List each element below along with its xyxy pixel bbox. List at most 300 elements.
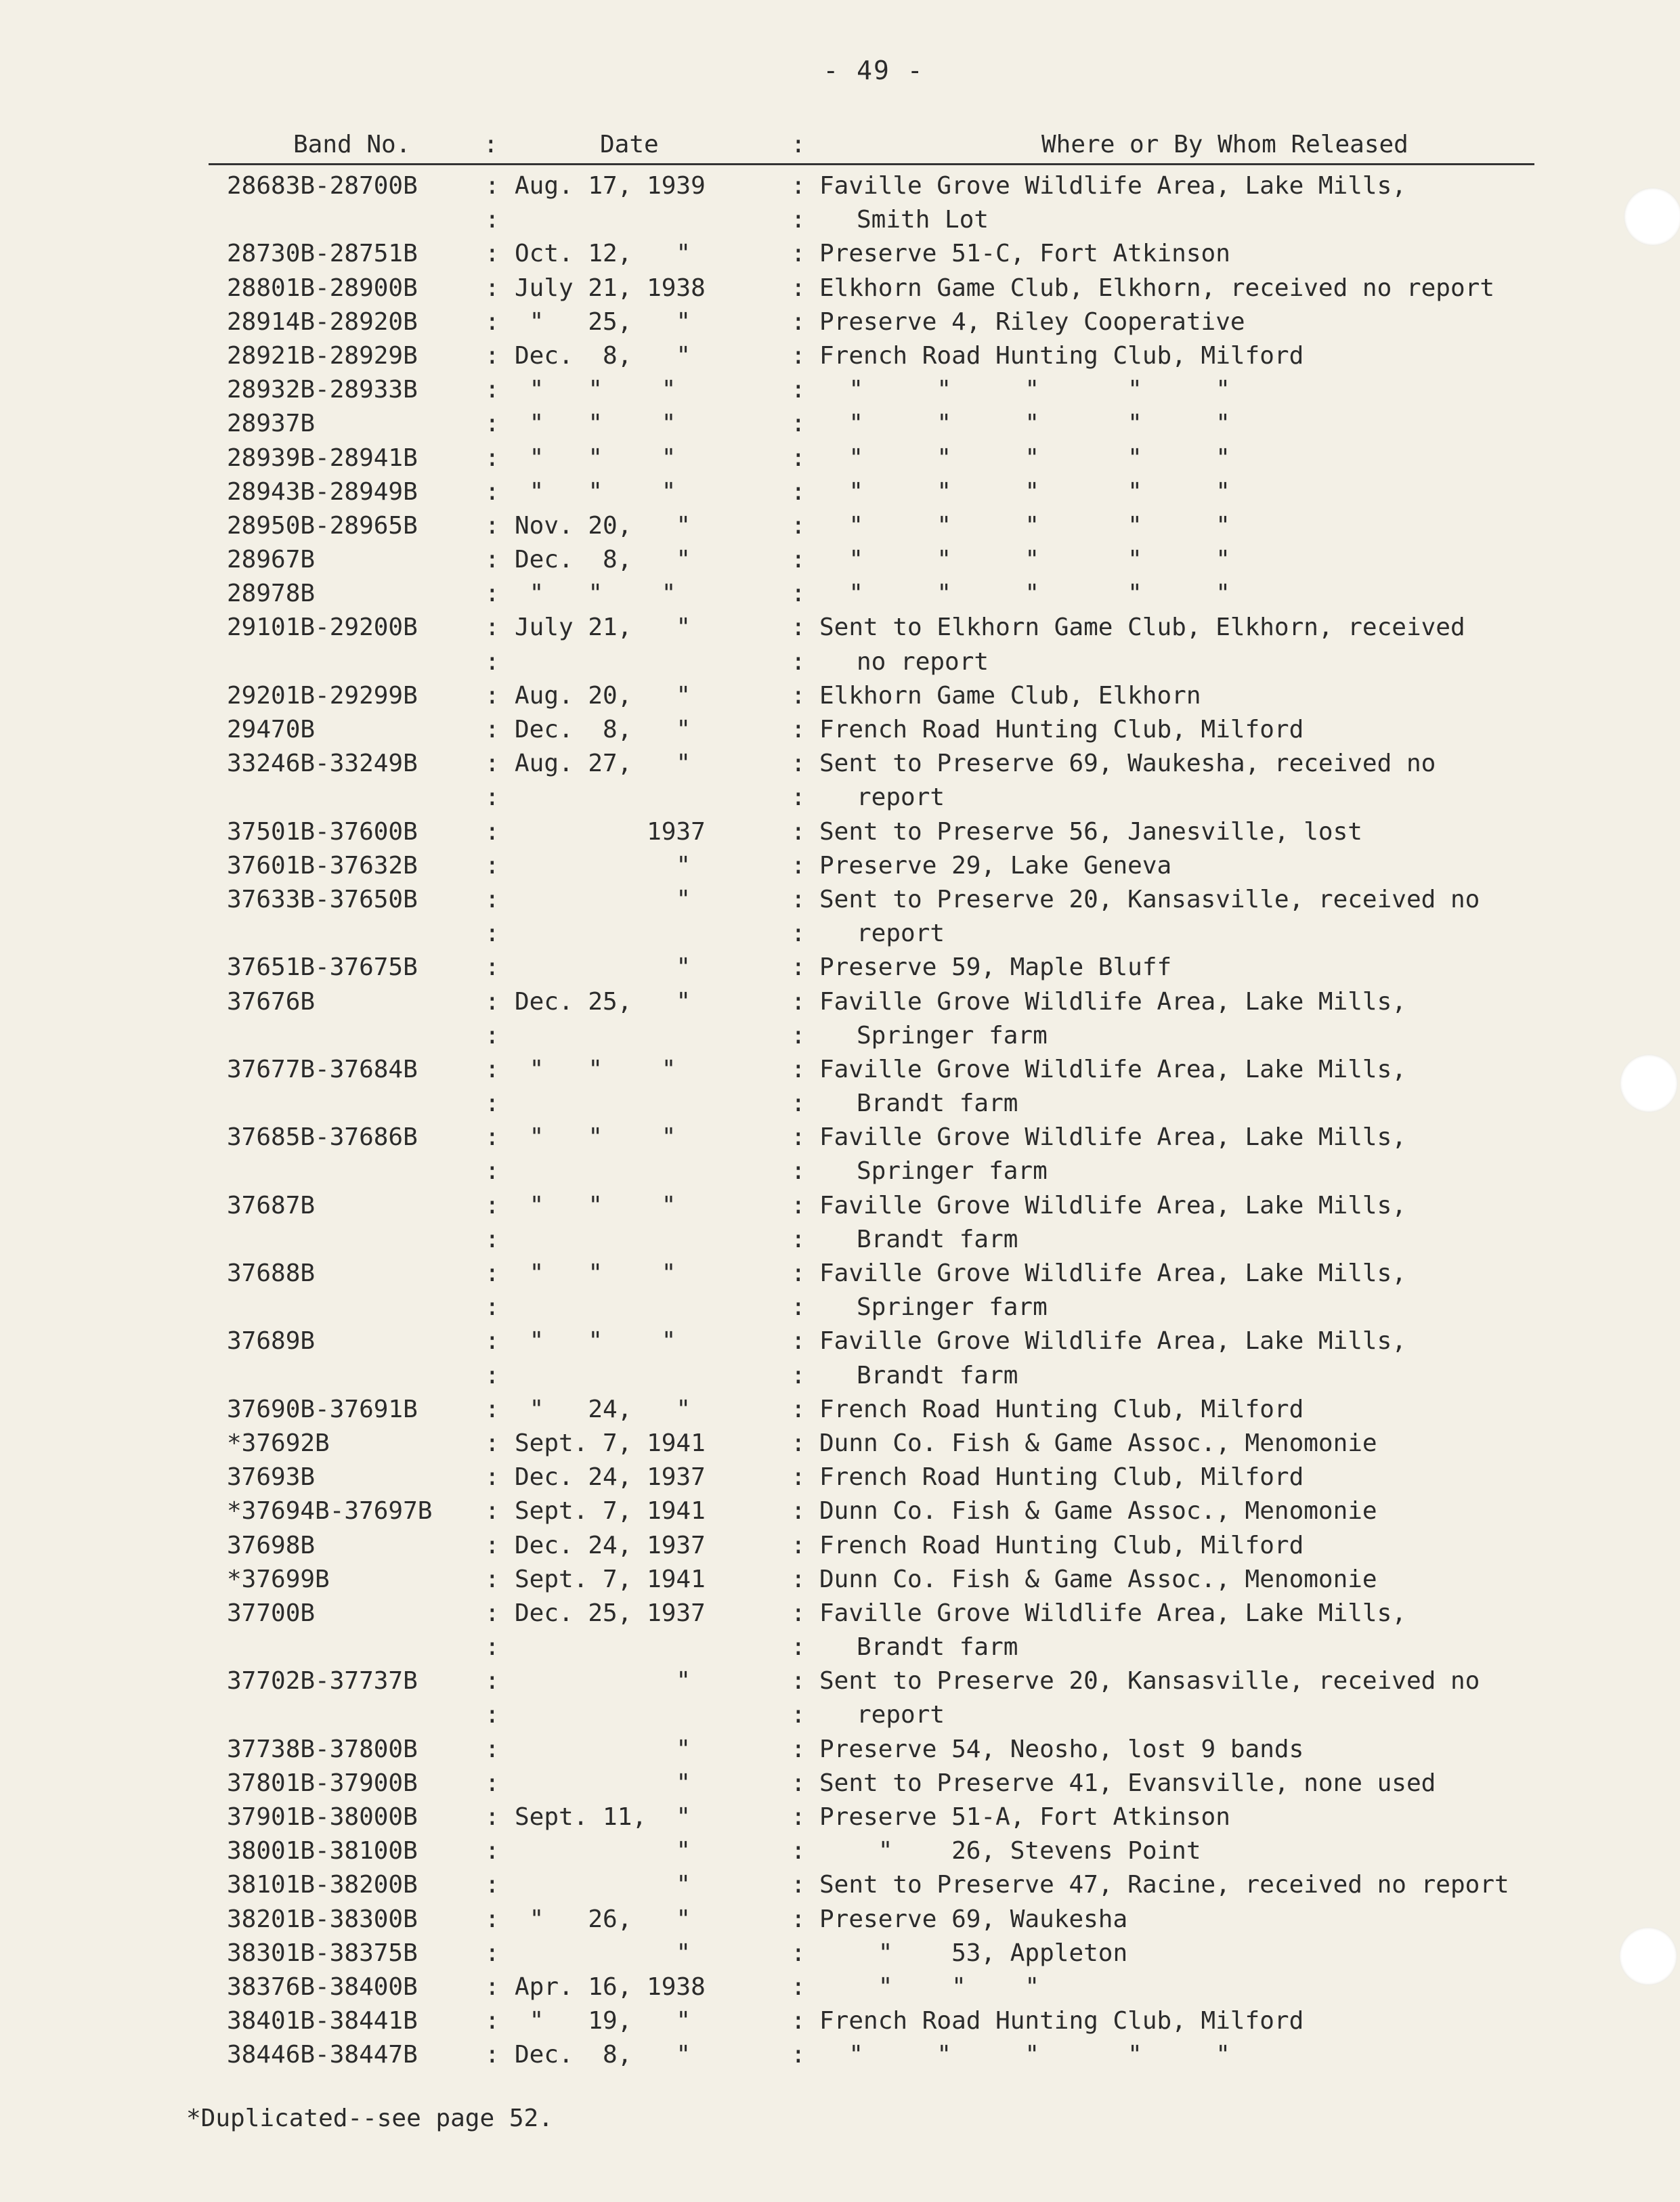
release-date: Dec. 24, 1937 [515,1463,706,1492]
release-date: " " " [515,1055,676,1083]
column-separator: : [791,1191,806,1219]
release-location: Sent to Preserve 20, Kansasville, received no [819,885,1480,913]
column-separator: : [791,1905,806,1933]
release-location: Sent to Preserve 56, Janesville, lost [819,817,1362,846]
column-separator: : [791,1429,806,1457]
column-separator: : [485,1089,500,1118]
release-date: Dec. 24, 1937 [515,1531,706,1559]
column-separator: : [485,274,500,302]
release-location: Faville Grove Wildlife Area, Lake Mills, [819,987,1406,1016]
release-date: " [515,1837,691,1865]
table-row [0,1698,1680,1732]
release-date: Dec. 8, " [515,2041,691,2069]
release-location: French Road Hunting Club, Milford [819,1463,1304,1492]
column-separator: : [485,2007,500,2035]
column-separator: : [791,1327,806,1356]
table-row [0,169,1680,203]
table-row [0,1494,1680,1528]
column-separator: : [485,1259,500,1287]
column-separator: : [791,1055,806,1083]
release-date: " [515,953,691,982]
column-separator: : [485,851,500,880]
release-location: Faville Grove Wildlife Area, Lake Mills, [819,1123,1406,1152]
band-number: 28937B [227,410,316,438]
release-location: Preserve 51-A, Fort Atkinson [819,1803,1230,1831]
table-row [0,1189,1680,1223]
table-row [0,781,1680,815]
column-separator: : [485,1395,500,1423]
column-separator: : [485,1429,500,1457]
column-separator: : [485,444,500,472]
column-separator: : [791,1803,806,1831]
release-location: Preserve 51-C, Fort Atkinson [819,240,1230,268]
column-separator: : [485,1633,500,1662]
column-separator: : [485,1157,500,1186]
header-band-no: Band No. [293,131,411,158]
column-separator: : [485,546,500,574]
column-separator: : [791,1395,806,1423]
table-row [0,815,1680,849]
table-row [0,917,1680,951]
column-separator: : [791,444,806,472]
band-number: 38401B-38441B [227,2007,418,2035]
table-header [209,125,1534,165]
release-date: " " " [515,580,676,608]
column-separator: : [791,1939,806,1967]
punch-hole [1619,1927,1677,1985]
band-number: 37601B-37632B [227,851,418,880]
band-number: 29470B [227,716,316,743]
column-separator: : [485,1803,500,1831]
band-number: 37801B-37900B [227,1769,418,1797]
table-row [0,1733,1680,1767]
table-row [0,373,1680,407]
release-location: " " " " " [819,477,1230,506]
release-location: French Road Hunting Club, Milford [819,1395,1304,1423]
release-date: " [515,885,691,913]
table-row [0,747,1680,781]
column-separator: : [485,1497,500,1526]
table-row [0,272,1680,305]
band-release-table [0,169,1680,2073]
column-separator: : [485,783,500,812]
band-number: 28921B-28929B [227,341,418,370]
band-number: 37700B [227,1599,316,1627]
band-number: *37699B [227,1565,330,1593]
column-separator: : [791,477,806,506]
punch-hole [1620,1054,1678,1113]
release-location: " " " [819,1972,1040,2001]
table-row [0,1800,1680,1834]
column-separator: : [791,1769,806,1797]
band-number: 37690B-37691B [227,1395,418,1423]
column-separator: : [791,274,806,302]
band-number: 38001B-38100B [227,1837,418,1865]
column-separator: : [791,1259,806,1287]
release-location: Sent to Elkhorn Game Club, Elkhorn, received [819,613,1465,642]
release-location: Brandt farm [857,1633,1018,1662]
table-row [0,2038,1680,2072]
band-number: 28730B-28751B [227,240,418,268]
release-date: " " " [515,477,676,506]
column-separator: : [791,716,806,743]
table-row [0,1597,1680,1631]
release-date: Aug. 20, " [515,681,691,710]
band-number: 37677B-37684B [227,1055,418,1083]
release-date: " " " [515,410,676,438]
release-location: report [857,1701,945,1729]
release-date: " [515,1871,691,1899]
band-number: 38301B-38375B [227,1939,418,1967]
release-date: " [515,1667,691,1696]
band-number: 38376B-38400B [227,1972,418,2001]
column-separator: : [791,1225,806,1253]
column-separator: : [485,647,500,676]
release-date: Nov. 20, " [515,511,691,540]
release-date: 1937 [515,817,706,846]
release-date: " " " [515,444,676,472]
band-number: *37692B [227,1429,330,1457]
release-location: " " " " " [819,444,1230,472]
table-row [0,1087,1680,1121]
column-separator: : [485,1225,500,1253]
table-row [0,1937,1680,1970]
release-date: Oct. 12, " [515,240,691,268]
table-row [0,339,1680,373]
column-separator: : [791,647,806,676]
column-separator: : [791,1565,806,1593]
release-location: Preserve 4, Riley Cooperative [819,307,1245,336]
release-date: " " " [515,1191,676,1219]
release-date: July 21, 1938 [515,274,706,302]
table-row [0,1324,1680,1358]
release-date: Dec. 25, " [515,987,691,1016]
band-number: 28943B-28949B [227,477,418,506]
table-row [0,407,1680,441]
release-date: " 24, " [515,1395,691,1423]
release-location: Brandt farm [857,1361,1018,1389]
band-number: 37687B [227,1191,316,1219]
release-location: report [857,783,945,812]
release-location: French Road Hunting Club, Milford [819,1531,1304,1559]
release-location: French Road Hunting Club, Milford [819,341,1304,370]
table-row [0,849,1680,883]
table-row [0,1868,1680,1902]
column-separator: : [485,716,500,743]
table-row [0,1053,1680,1087]
table-row [0,2004,1680,2038]
header-separator: : [483,131,498,158]
footnote: *Duplicated--see page 52. [186,2104,553,2132]
band-number: 37738B-37800B [227,1735,418,1763]
column-separator: : [485,206,500,234]
release-date: Sept. 11, " [515,1803,691,1831]
release-location: Preserve 29, Lake Geneva [819,851,1172,880]
column-separator: : [485,1599,500,1627]
column-separator: : [485,1021,500,1050]
table-row [0,951,1680,985]
release-location: no report [857,647,989,676]
column-separator: : [791,1123,806,1152]
column-separator: : [791,2007,806,2035]
release-location: French Road Hunting Club, Milford [819,2007,1304,2035]
table-row [0,1291,1680,1324]
column-separator: : [485,1055,500,1083]
release-location: Springer farm [857,1157,1048,1186]
band-number: 28978B [227,580,316,608]
column-separator: : [485,1905,500,1933]
band-number: 37633B-37650B [227,885,418,913]
release-date: " " " [515,1327,676,1356]
table-row [0,1767,1680,1800]
release-location: " " " " " [819,511,1230,540]
table-row [0,1563,1680,1597]
table-row [0,203,1680,237]
release-date: " 19, " [515,2007,691,2035]
column-separator: : [791,885,806,913]
release-location: Brandt farm [857,1225,1018,1253]
table-row [0,577,1680,611]
header-date: Date [600,131,659,158]
column-separator: : [485,172,500,200]
table-row [0,713,1680,747]
column-separator: : [791,2041,806,2069]
band-number: 28932B-28933B [227,376,418,404]
table-row [0,1019,1680,1053]
band-number: 37689B [227,1327,316,1356]
release-location: Faville Grove Wildlife Area, Lake Mills, [819,1055,1406,1083]
release-location: Faville Grove Wildlife Area, Lake Mills, [819,1599,1406,1627]
band-number: 37698B [227,1531,316,1559]
release-location: French Road Hunting Club, Milford [819,716,1304,743]
column-separator: : [485,1735,500,1763]
table-row [0,1223,1680,1257]
release-date: " 25, " [515,307,691,336]
table-row [0,441,1680,475]
release-date: " [515,1769,691,1797]
column-separator: : [485,953,500,982]
column-separator: : [485,920,500,948]
header-where-released: Where or By Whom Released [1041,131,1408,158]
release-date: " " " [515,376,676,404]
column-separator: : [791,851,806,880]
column-separator: : [791,1701,806,1729]
band-number: 33246B-33249B [227,750,418,778]
release-location: Dunn Co. Fish & Game Assoc., Menomonie [819,1565,1377,1593]
table-row [0,985,1680,1019]
column-separator: : [791,376,806,404]
band-number: *37694B-37697B [227,1497,433,1526]
column-separator: : [485,1939,500,1967]
column-separator: : [485,477,500,506]
column-separator: : [791,1361,806,1389]
release-date: Sept. 7, 1941 [515,1565,706,1593]
release-date: Aug. 17, 1939 [515,172,706,200]
column-separator: : [791,1667,806,1696]
band-number: 37676B [227,987,316,1016]
release-date: Dec. 8, " [515,546,691,574]
column-separator: : [791,1157,806,1186]
table-row [0,1529,1680,1563]
column-separator: : [485,1293,500,1322]
release-location: Dunn Co. Fish & Game Assoc., Menomonie [819,1497,1377,1526]
table-row [0,543,1680,577]
band-number: 29201B-29299B [227,681,418,710]
release-location: Sent to Preserve 20, Kansasville, received no [819,1667,1480,1696]
column-separator: : [485,1871,500,1899]
column-separator: : [791,987,806,1016]
column-separator: : [791,546,806,574]
column-separator: : [791,953,806,982]
column-separator: : [791,817,806,846]
table-row [0,883,1680,917]
header-separator: : [791,131,806,158]
column-separator: : [791,1633,806,1662]
band-number: 29101B-29200B [227,613,418,642]
band-number: 37688B [227,1259,316,1287]
column-separator: : [485,240,500,268]
column-separator: : [791,172,806,200]
table-row [0,1903,1680,1937]
release-location: Elkhorn Game Club, Elkhorn, received no report [819,274,1494,302]
column-separator: : [485,410,500,438]
column-separator: : [791,1089,806,1118]
page-number: - 49 - [823,56,924,85]
column-separator: : [791,1837,806,1865]
release-date: Dec. 25, 1937 [515,1599,706,1627]
release-date: " " " [515,1259,676,1287]
release-date: " [515,1939,691,1967]
table-row [0,1834,1680,1868]
release-date: Dec. 8, " [515,716,691,743]
table-row [0,645,1680,679]
column-separator: : [791,681,806,710]
column-separator: : [485,1361,500,1389]
band-number: 28939B-28941B [227,444,418,472]
punch-hole [1624,188,1680,246]
table-row [0,1970,1680,2004]
column-separator: : [791,1972,806,2001]
column-separator: : [791,613,806,642]
release-location: Smith Lot [857,206,989,234]
column-separator: : [791,1599,806,1627]
band-number: 38101B-38200B [227,1871,418,1899]
column-separator: : [791,1871,806,1899]
release-location: " " " " " [819,2041,1230,2069]
column-separator: : [485,341,500,370]
column-separator: : [791,750,806,778]
table-row [0,509,1680,543]
release-location: Elkhorn Game Club, Elkhorn [819,681,1201,710]
column-separator: : [485,2041,500,2069]
release-location: Faville Grove Wildlife Area, Lake Mills, [819,172,1406,200]
release-location: " 26, Stevens Point [819,1837,1201,1865]
table-row [0,1393,1680,1427]
column-separator: : [485,1191,500,1219]
band-number: 37501B-37600B [227,817,418,846]
release-date: Apr. 16, 1938 [515,1972,706,2001]
table-row [0,1427,1680,1461]
table-row [0,305,1680,339]
column-separator: : [791,580,806,608]
column-separator: : [485,511,500,540]
column-separator: : [791,307,806,336]
column-separator: : [791,1735,806,1763]
release-location: Springer farm [857,1293,1048,1322]
column-separator: : [791,240,806,268]
band-number: 28914B-28920B [227,307,418,336]
release-location: " " " " " [819,546,1230,574]
column-separator: : [791,783,806,812]
table-row [0,1461,1680,1494]
band-number: 38201B-38300B [227,1905,418,1933]
column-separator: : [791,511,806,540]
table-row [0,1664,1680,1698]
release-date: Aug. 27, " [515,750,691,778]
column-separator: : [485,1327,500,1356]
release-date: " [515,851,691,880]
column-separator: : [791,341,806,370]
column-separator: : [791,1497,806,1526]
band-number: 28801B-28900B [227,274,418,302]
release-location: report [857,920,945,948]
column-separator: : [485,987,500,1016]
release-location: Preserve 69, Waukesha [819,1905,1128,1933]
release-date: " [515,1735,691,1763]
release-location: Sent to Preserve 47, Racine, received no report [819,1871,1509,1899]
column-separator: : [485,1565,500,1593]
release-location: " " " " " [819,580,1230,608]
column-separator: : [791,920,806,948]
release-location: Faville Grove Wildlife Area, Lake Mills, [819,1191,1406,1219]
column-separator: : [791,206,806,234]
release-location: Sent to Preserve 41, Evansville, none used [819,1769,1436,1797]
release-date: " " " [515,1123,676,1152]
release-location: Faville Grove Wildlife Area, Lake Mills, [819,1259,1406,1287]
column-separator: : [791,1463,806,1492]
table-row [0,1257,1680,1291]
table-row [0,1154,1680,1188]
band-number: 28950B-28965B [227,511,418,540]
band-number: 37901B-38000B [227,1803,418,1831]
release-location: " " " " " [819,376,1230,404]
column-separator: : [791,1021,806,1050]
column-separator: : [485,1531,500,1559]
band-number: 37702B-37737B [227,1667,418,1696]
release-location: " " " " " [819,410,1230,438]
release-date: " 26, " [515,1905,691,1933]
band-number: 37685B-37686B [227,1123,418,1152]
band-number: 37651B-37675B [227,953,418,982]
column-separator: : [485,817,500,846]
table-row [0,237,1680,271]
table-row [0,679,1680,713]
table-row [0,1359,1680,1393]
release-date: Sept. 7, 1941 [515,1429,706,1457]
table-row [0,1631,1680,1664]
release-location: " 53, Appleton [819,1939,1128,1967]
release-date: Dec. 8, " [515,341,691,370]
release-location: Faville Grove Wildlife Area, Lake Mills, [819,1327,1406,1356]
release-date: July 21, " [515,613,691,642]
band-number: 28967B [227,546,316,574]
release-location: Brandt farm [857,1089,1018,1118]
release-date: Sept. 7, 1941 [515,1497,706,1526]
table-row [0,1121,1680,1154]
column-separator: : [485,681,500,710]
column-separator: : [485,1123,500,1152]
column-separator: : [791,1531,806,1559]
